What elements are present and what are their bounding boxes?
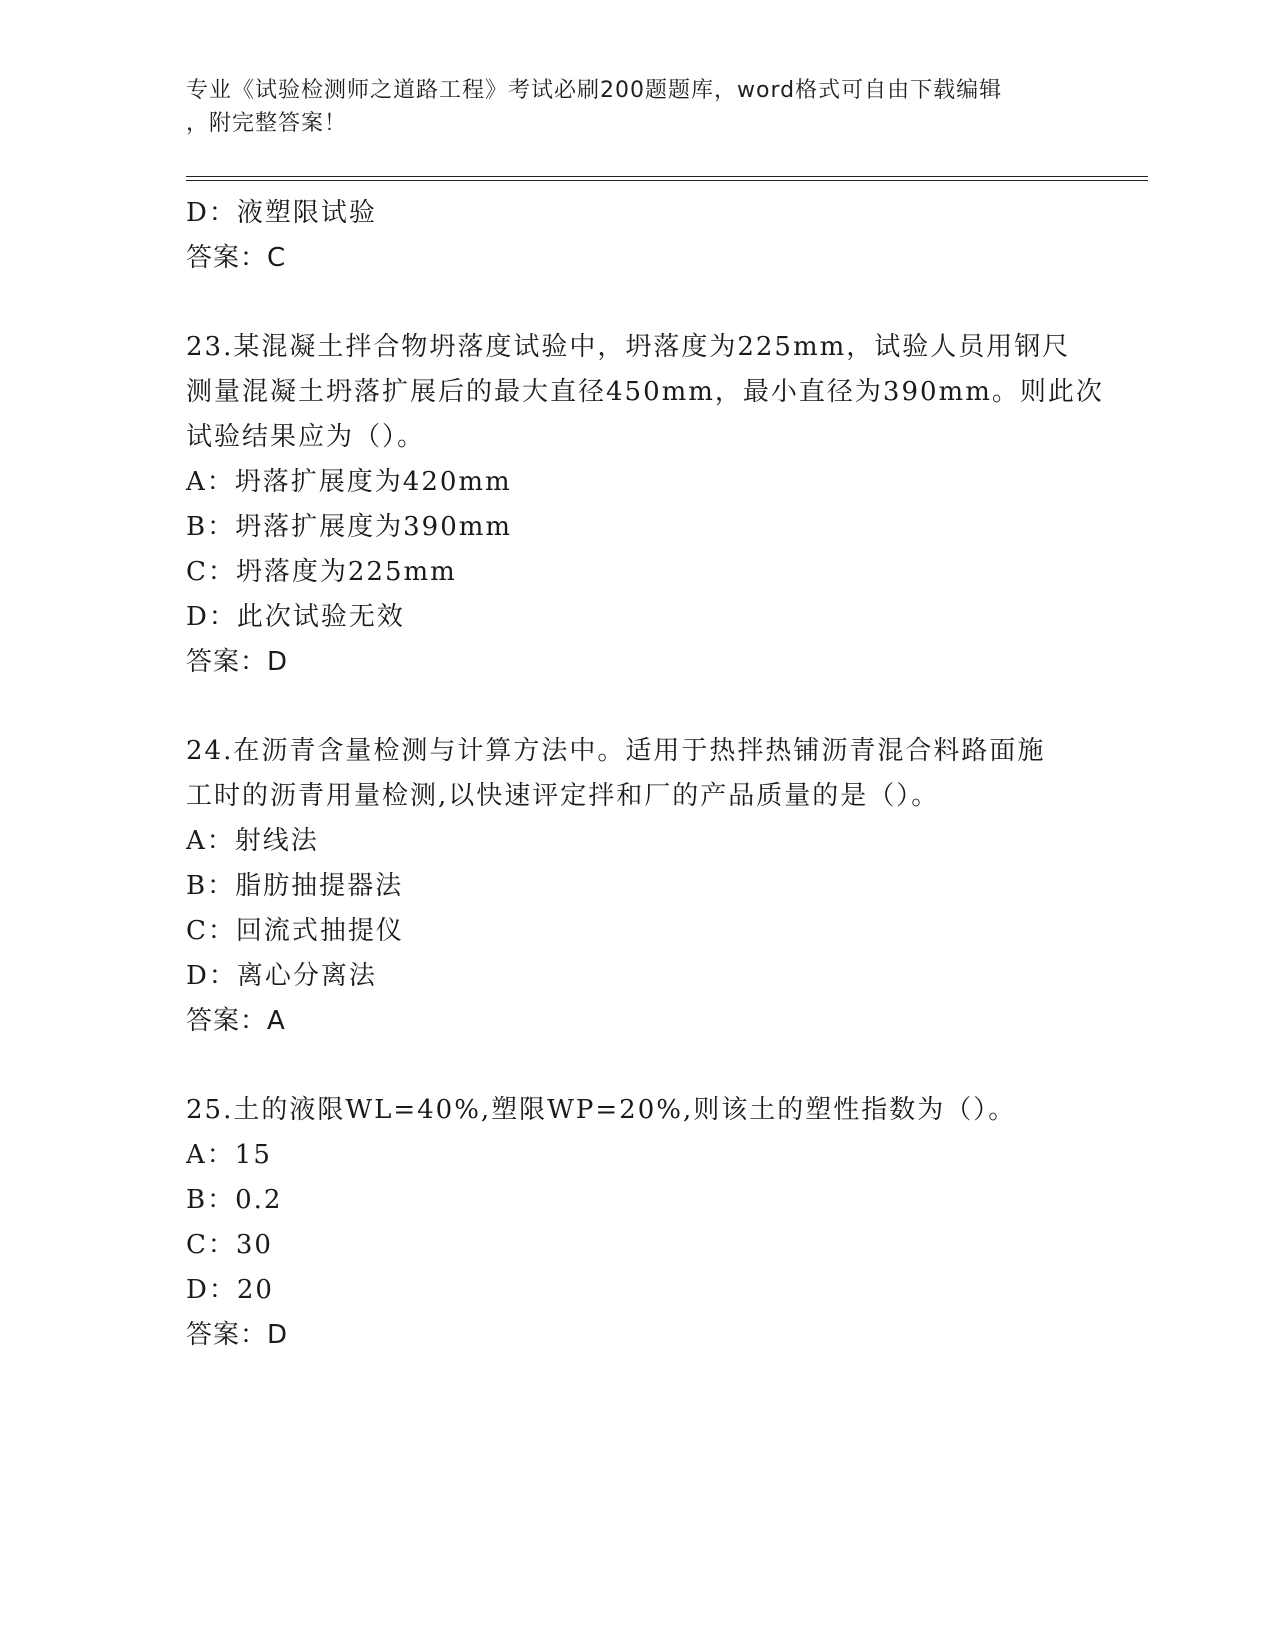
stem-line: 试验结果应为（）。 xyxy=(186,422,426,452)
stem-line: 测量混凝土坍落扩展后的最大直径450mm，最小直径为390mm。则此次 xyxy=(186,377,1104,407)
page-header xyxy=(186,74,1076,140)
previous-question-tail xyxy=(186,191,1086,281)
option-d: D：20 xyxy=(186,1275,274,1305)
header-title-line2: ，附完整答案！ xyxy=(186,111,348,136)
option-a: A：坍落扩展度为420mm xyxy=(186,467,512,497)
option-b: B：0.2 xyxy=(186,1185,283,1215)
answer-line: 答案：A xyxy=(186,1006,286,1036)
question-stem xyxy=(186,729,1066,819)
header-title-line1: 专业《试验检测师之道路工程》考试必刷200题题库，word格式可自由下载编辑 xyxy=(186,78,1003,103)
option-b: B：脂肪抽提器法 xyxy=(186,871,404,901)
header-divider xyxy=(186,176,1148,181)
question-stem xyxy=(186,325,1104,460)
stem-line: 23.某混凝土拌合物坍落度试验中，坍落度为225mm，试验人员用钢尺 xyxy=(186,332,1071,362)
question-23 xyxy=(186,325,1104,685)
answer-line: 答案：D xyxy=(186,647,289,677)
option-c: C：30 xyxy=(186,1230,273,1260)
question-24 xyxy=(186,729,1086,1044)
option-a: A：射线法 xyxy=(186,826,319,856)
question-stem xyxy=(186,1088,1066,1133)
stem-line: 25.土的液限WL=40%,塑限WP=20%,则该土的塑性指数为（）。 xyxy=(186,1095,1017,1125)
stem-line: 24.在沥青含量检测与计算方法中。适用于热拌热铺沥青混合料路面施 xyxy=(186,736,1046,766)
question-content xyxy=(186,191,1104,1358)
option-c: C：坍落度为225mm xyxy=(186,557,457,587)
option-d: D：此次试验无效 xyxy=(186,602,405,632)
option-d: D：离心分离法 xyxy=(186,961,377,991)
answer-line: 答案：D xyxy=(186,1320,289,1350)
question-25 xyxy=(186,1088,1086,1358)
option-d: D：液塑限试验 xyxy=(186,198,377,228)
option-a: A：15 xyxy=(186,1140,272,1170)
answer-line: 答案：C xyxy=(186,243,287,273)
option-b: B：坍落扩展度为390mm xyxy=(186,512,513,542)
option-c: C：回流式抽提仪 xyxy=(186,916,404,946)
stem-line: 工时的沥青用量检测,以快速评定拌和厂的产品质量的是（）。 xyxy=(186,781,940,811)
